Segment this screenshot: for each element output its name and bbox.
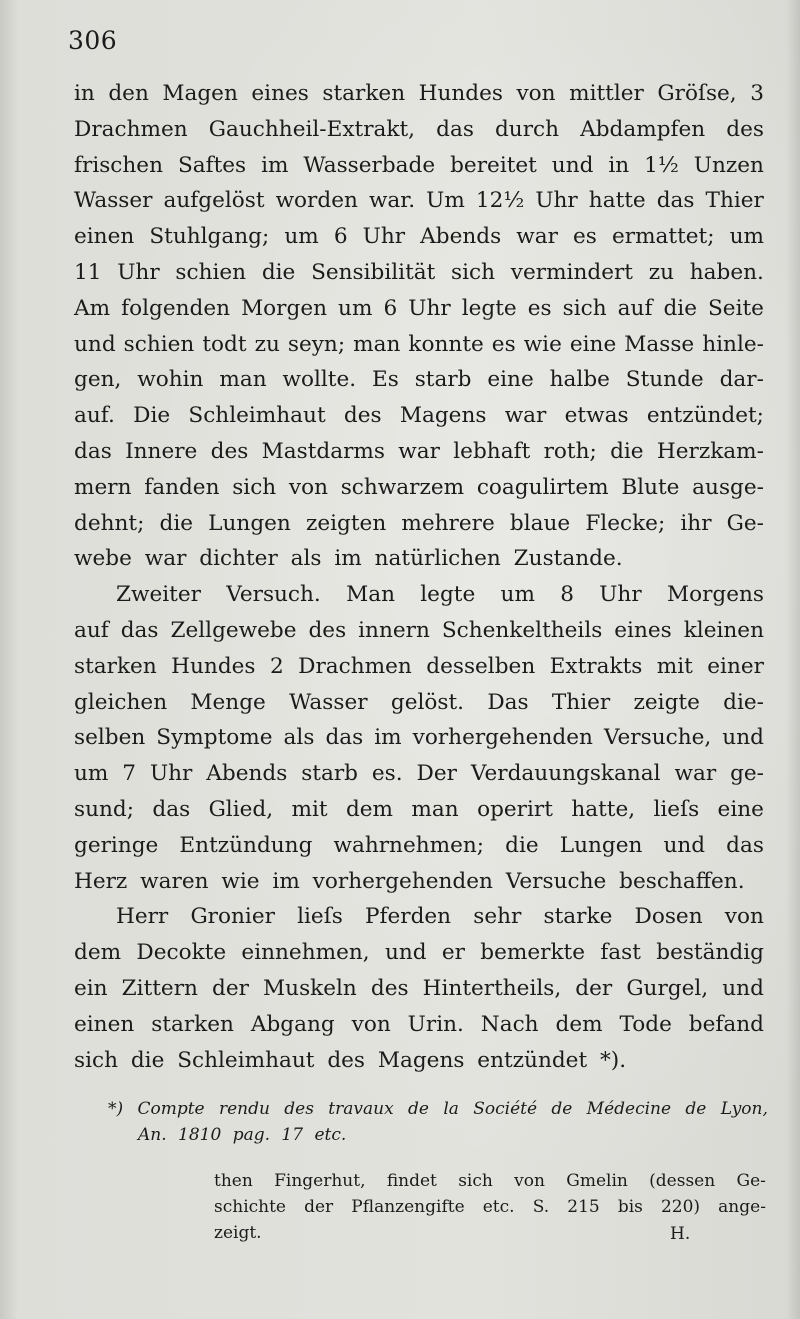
text-line: gleichen Menge Wasser gelöst. Das Thier zeigte die- xyxy=(74,689,764,715)
text-line: geringe Entzündung wahrnehmen; die Lungen und das xyxy=(74,832,764,858)
footnote xyxy=(108,1096,768,1148)
text-line: auf das Zellgewebe des innern Schenkeltheils eines kleinen xyxy=(74,617,764,643)
signature-initial: H. xyxy=(670,1224,691,1244)
text-line-heading-second-experiment: Zweiter Versuch. Man legte um 8 Uhr Morgens xyxy=(116,582,764,608)
text-line: auf. Die Schleimhaut des Magens war etwas entzündet; xyxy=(74,403,764,429)
text-line: mern fanden sich von schwarzem coagulirtem Blute ausge- xyxy=(74,474,764,500)
text-line: 11 Uhr schien die Sensibilität sich vermindert zu haben. xyxy=(74,259,764,285)
text-line: gen, wohin man wollte. Es starb eine halbe Stunde dar- xyxy=(74,367,764,393)
text-line: starken Hundes 2 Drachmen desselben Extrakts mit einer xyxy=(74,653,764,679)
bleed-line: zeigt. xyxy=(214,1223,262,1243)
text-line-paragraph-start: Herr Gronier lieſs Pferden sehr starke Dosen von xyxy=(116,904,764,930)
text-line: dehnt; die Lungen zeigten mehrere blaue Flecke; ihr Ge- xyxy=(74,510,764,536)
text-line: sich die Schleimhaut des Magens entzündet *). xyxy=(74,1047,627,1073)
page-number: 306 xyxy=(68,26,118,55)
text-line: selben Symptome als das im vorhergehenden Versuche, und xyxy=(74,725,764,751)
page-edge-shadow xyxy=(786,0,800,1319)
text-line: frischen Saftes im Wasserbade bereitet und in 1½ Unzen xyxy=(74,152,764,178)
footnote-line: *) Compte rendu des travaux de la Société de Médecine de Lyon, xyxy=(108,1099,768,1119)
bleed-line: then Fingerhut, findet sich von Gmelin (dessen Ge- xyxy=(214,1171,766,1191)
text-line: sund; das Glied, mit dem man operirt hatte, lieſs eine xyxy=(74,796,764,822)
text-line: einen Stuhlgang; um 6 Uhr Abends war es ermattet; um xyxy=(74,224,764,250)
text-line: ein Zittern der Muskeln des Hintertheils, der Gurgel, und xyxy=(74,975,764,1001)
text-line: dem Decokte einnehmen, und er bemerkte fast beständig xyxy=(74,940,764,966)
bleed-line: schichte der Pflanzengifte etc. S. 215 bis 220) ange- xyxy=(214,1197,766,1217)
text-line: um 7 Uhr Abends starb es. Der Verdauungskanal war ge- xyxy=(74,761,764,787)
text-line: Am folgenden Morgen um 6 Uhr legte es sich auf die Seite xyxy=(74,295,764,321)
text-line: das Innere des Mastdarms war lebhaft roth; die Herzkam- xyxy=(74,438,764,464)
main-text xyxy=(74,76,764,1078)
text-line: Wasser aufgelöst worden war. Um 12½ Uhr hatte das Thier xyxy=(74,188,764,214)
text-line: und schien todt zu seyn; man konnte es wie eine Masse hinle- xyxy=(74,331,764,357)
text-line: Herz waren wie im vorhergehenden Versuche beschaffen. xyxy=(74,868,745,894)
text-line: einen starken Abgang von Urin. Nach dem Tode befand xyxy=(74,1011,764,1037)
footnote-line: An. 1810 pag. 17 etc. xyxy=(138,1125,347,1145)
text-line: webe war dichter als im natürlichen Zustande. xyxy=(74,546,623,572)
text-line: in den Magen eines starken Hundes von mittler Gröſse, 3 xyxy=(74,81,764,106)
text-line: Drachmen Gauchheil-Extrakt, das durch Abdampfen des xyxy=(74,116,764,142)
